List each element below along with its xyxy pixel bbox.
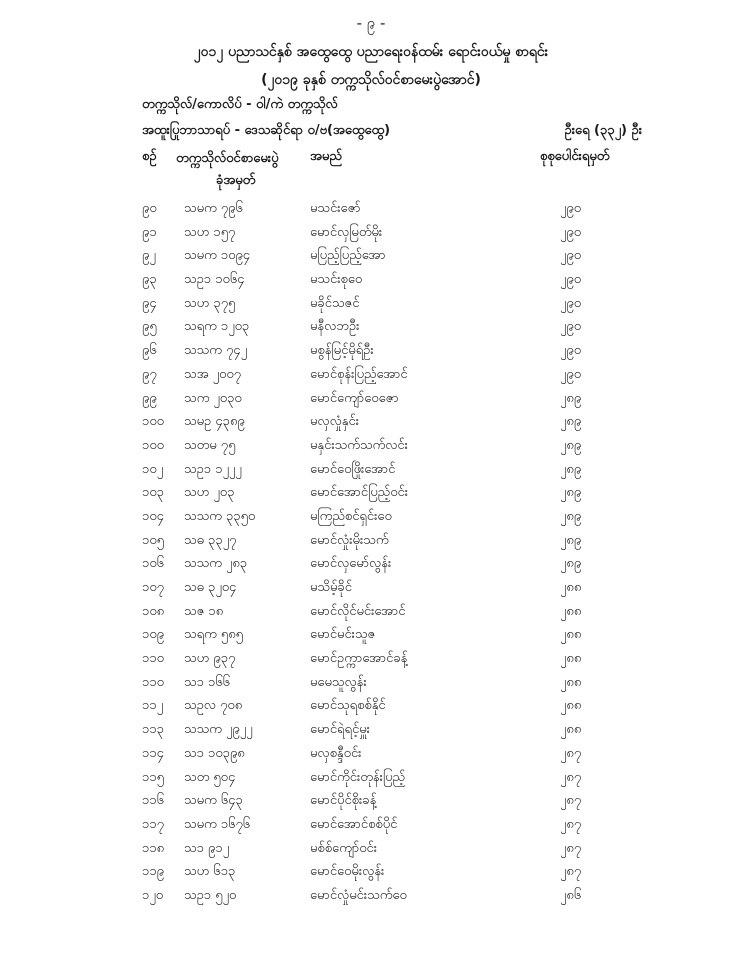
row-registration-number: သက ၂၀၃၀ [184, 390, 242, 406]
row-score: ၂၈၆ [560, 887, 582, 903]
row-name: မောင်မင်းသူဇ [310, 627, 376, 643]
row-number: ၁၀၉ [142, 627, 164, 643]
row-number: ၁၁၉ [142, 864, 164, 880]
header-reg-line2: ခုံအမှတ် [216, 173, 256, 188]
candidate-list [0, 198, 742, 909]
row-number: ၉၇ [142, 366, 157, 382]
row-number: ၉၀ [142, 201, 157, 216]
row-name: မောင်ဥက္ကာအောင်ခန့် [310, 651, 408, 667]
row-number: ၁၁၈ [142, 840, 165, 856]
row-score: ၂၉၀ [560, 366, 582, 382]
row-registration-number: သဟ ၃၇၅ [184, 295, 236, 311]
row-name: မောင်လိုင်မင်းအောင် [310, 603, 406, 619]
row-registration-number: သဥ၁ ၅၂၀ [184, 887, 237, 903]
table-row [0, 411, 742, 435]
table-header [0, 148, 742, 188]
row-number: ၁၁၀ [142, 651, 164, 667]
row-registration-number: သဓ ၃၃၂၇ [184, 532, 237, 548]
table-row [0, 672, 742, 696]
table-row [0, 695, 742, 719]
table-row [0, 601, 742, 625]
row-score: ၂၈၉ [560, 532, 582, 548]
table-row [0, 814, 742, 838]
table-row [0, 388, 742, 412]
row-score: ၂၉၀ [560, 201, 582, 216]
header-score: စုစုပေါင်းရမှတ် [540, 149, 610, 164]
row-number: ၁၁၄ [142, 745, 164, 761]
document-subtitle: (၂၀၁၉ ခုနှစ် တက္ကသိုလ်ဝင်စာမေးပွဲအောင်) [261, 72, 481, 88]
row-name: မလှစန္ဒီဝင်း [310, 745, 362, 761]
table-row [0, 293, 742, 317]
row-score: ၂၈၉ [560, 414, 582, 430]
row-score: ၂၈၇ [560, 745, 582, 761]
row-registration-number: သအ ၂၀၀၇ [184, 366, 241, 382]
table-row [0, 506, 742, 530]
row-score: ၂၈၈ [560, 722, 582, 738]
row-registration-number: သ၁ ၁၆၆ [184, 674, 230, 690]
row-score: ၂၈၈ [560, 651, 582, 667]
table-row [0, 743, 742, 767]
row-registration-number: သသက ၂၉၂၂ [184, 722, 253, 738]
row-number: ၉၂ [142, 248, 156, 264]
row-registration-number: သတမ ၇၅ [184, 437, 236, 453]
row-score: ၂၉၀ [560, 295, 582, 311]
row-registration-number: သဇ ၁၈ [184, 603, 224, 619]
row-registration-number: သရက ၅၈၅ [184, 627, 243, 643]
row-score: ၂၈၈ [560, 674, 582, 690]
header-no: စဉ် [142, 149, 157, 164]
row-registration-number: သဟ ၉၃၇ [184, 651, 236, 667]
row-name: မသင်းစုဝေ [310, 272, 363, 288]
row-registration-number: သမက ၁၀၉၄ [184, 248, 251, 264]
row-score: ၂၈၉ [560, 390, 582, 406]
table-row [0, 577, 742, 601]
row-name: မသင်းဇော် [310, 201, 361, 216]
row-score: ၂၈၇ [560, 769, 582, 785]
table-row [0, 885, 742, 909]
row-name: မောင်အောင်ပြည့်ဝင်း [310, 485, 409, 501]
row-number: ၁၀၈ [142, 603, 165, 619]
row-number: ၁၁၃ [142, 722, 164, 738]
row-number: ၁၀၆ [142, 556, 164, 572]
row-score: ၂၈၈ [560, 698, 582, 714]
row-name: မောင်ကျော်ဝေဇော [310, 390, 399, 406]
header-name: အမည် [310, 149, 342, 164]
row-name: မခိုင်သဇင် [310, 295, 360, 311]
table-row [0, 222, 742, 246]
row-number: ၉၄ [142, 295, 157, 311]
row-registration-number: သသက ၇၄၂ [184, 343, 248, 359]
table-row [0, 459, 742, 483]
table-row [0, 269, 742, 293]
document-title: ၂၀၁၂ ပညာသင်နှစ် အထွေထွေ ပညာရေးဝန်ထမ်း ရောင်းဝယ်မှု စာရင်း [193, 44, 549, 60]
row-name: မောင်ကိုင်းတုန်းပြည့် [310, 769, 406, 785]
row-score: ၂၈၉ [560, 508, 582, 524]
row-number: ၁၀၇ [142, 580, 164, 595]
quota-label: ဦးရေ (၃၃၂) ဦး [564, 123, 642, 138]
row-number: ၁၀၃ [142, 485, 164, 501]
row-name: မောင်သုရစစ်နိုင် [310, 698, 386, 714]
row-score: ၂၈၇ [560, 816, 582, 832]
row-number: ၉၃ [142, 272, 157, 288]
row-registration-number: သသက ၃၃၅၀ [184, 508, 256, 524]
row-name: မောင်လှုံးမိုးသက် [310, 532, 389, 548]
table-row [0, 790, 742, 814]
row-name: မောင်လှမော်လွန်း [310, 556, 392, 572]
row-registration-number: သဟ ၁၅၇ [184, 224, 236, 240]
row-score: ၂၈၉ [560, 437, 582, 453]
table-row [0, 861, 742, 885]
table-row [0, 316, 742, 340]
table-row [0, 624, 742, 648]
table-row [0, 553, 742, 577]
row-registration-number: သမဥ ၄၃၈၉ [184, 414, 245, 430]
row-registration-number: သတ ၅၀၄ [184, 769, 236, 785]
table-row [0, 435, 742, 459]
table-row [0, 648, 742, 672]
row-number: ၁၀၂ [142, 461, 164, 477]
row-score: ၂၈၇ [560, 864, 582, 880]
row-name: မောင်ဝေမိုးလွန်း [310, 864, 385, 880]
row-name: မမေသူလွန်း [310, 674, 367, 690]
row-number: ၉၁ [142, 224, 157, 240]
row-registration-number: သမက ၁၆၇၆ [184, 816, 251, 832]
row-name: မသိမ့်ခိုင် [310, 580, 352, 595]
row-score: ၂၉၀ [560, 224, 582, 240]
row-number: ၁၂၀ [142, 887, 164, 903]
row-name: မောင်လှုံမင်းသက်ဝေ [310, 887, 407, 903]
row-score: ၂၉၀ [560, 319, 582, 335]
row-number: ၁၁၀ [142, 674, 164, 690]
row-score: ၂၈၈ [560, 627, 582, 643]
table-row [0, 767, 742, 791]
row-registration-number: သဓ ၃၂၀၄ [184, 580, 237, 595]
row-number: ၁၀၀ [142, 437, 164, 453]
row-score: ၂၈၈ [560, 603, 582, 619]
row-name: မောင်ပိုင်စိုးခန့် [310, 793, 377, 809]
row-name: မကြည်စင်ရှင်းဝေ [310, 508, 392, 524]
row-score: ၂၈၇ [560, 793, 582, 809]
row-score: ၂၈၈ [560, 580, 582, 595]
table-row [0, 364, 742, 388]
row-number: ၁၀၅ [142, 532, 164, 548]
table-row [0, 530, 742, 554]
row-number: ၁၀၀ [142, 414, 164, 430]
row-registration-number: သ၁ ၁၀၃၉၈ [184, 745, 245, 761]
table-row [0, 245, 742, 269]
row-score: ၂၈၉ [560, 461, 582, 477]
row-name: မနီလဘဦး [310, 319, 360, 335]
row-registration-number: သဟ ၂၀၃ [184, 485, 235, 501]
row-number: ၉၅ [142, 319, 157, 335]
row-score: ၂၉၀ [560, 343, 582, 359]
table-row [0, 482, 742, 506]
row-registration-number: သရက ၁၂၀၃ [184, 319, 250, 335]
row-registration-number: သဥ၁ ၁၂၂၂ [184, 461, 242, 477]
row-registration-number: သမက ၇၉၆ [184, 201, 243, 216]
row-number: ၁၁၅ [142, 769, 164, 785]
row-number: ၉၆ [142, 343, 157, 359]
row-registration-number: သသက ၂၈၃ [184, 556, 248, 572]
row-registration-number: သဥ၁ ၁၀၆၄ [184, 272, 245, 288]
row-score: ၂၉၀ [560, 272, 582, 288]
row-score: ၂၈၉ [560, 556, 582, 572]
row-name: မစွန်မြင့်မိုရ်ဦး [310, 343, 374, 359]
row-score: ၂၉၀ [560, 248, 582, 264]
row-number: ၁၁၆ [142, 793, 164, 809]
table-row [0, 838, 742, 862]
row-registration-number: သဥလ ၇၀၈ [184, 698, 243, 714]
row-score: ၂၈၉ [560, 485, 582, 501]
row-name: မောင်ရဲရင့်မှူး [310, 722, 370, 738]
row-registration-number: သဟ ၆၁၃ [184, 864, 236, 880]
row-number: ၁၁၇ [142, 816, 164, 832]
row-name: မောင်ဝေဖြိုးအောင် [310, 461, 396, 477]
row-score: ၂၈၇ [560, 840, 582, 856]
row-registration-number: သ၁ ၉၁၂ [184, 840, 230, 856]
table-row [0, 340, 742, 364]
row-name: မောင်စုန်းပြည့်အောင် [310, 366, 408, 382]
row-registration-number: သမက ၆၄၃ [184, 793, 243, 809]
row-number: ၁၁၂ [142, 698, 164, 714]
row-name: မစ်စ်ကျော်ဝင်း [310, 840, 378, 856]
row-name: မောင်အောင်စစ်ပိုင် [310, 816, 398, 832]
header-reg-line1: တက္ကသိုလ်ဝင်စာမေးပွဲ [176, 151, 279, 166]
university-line: တက္ကသိုလ်/ကောလိပ် - ဝါ/ကဲ တက္ကသိုလ် [142, 97, 338, 112]
table-row [0, 719, 742, 743]
row-name: မနှင်းသက်သက်လင်း [310, 437, 408, 453]
row-number: ၉၉ [142, 390, 157, 406]
page-number: - ၉ - [356, 14, 386, 32]
major-line: အထူးပြုဘာသာရပ် - ဒေသဆိုင်ရာ ဝ/ဗ(အထွေထွေ) [142, 123, 391, 138]
table-row [0, 198, 742, 222]
row-name: မပြည့်ပြည့်အော [310, 248, 386, 264]
row-name: မောင်လှမြတ်မိုး [310, 224, 383, 240]
row-name: မလှလှုံနှင်း [310, 414, 360, 430]
row-number: ၁၀၄ [142, 508, 164, 524]
